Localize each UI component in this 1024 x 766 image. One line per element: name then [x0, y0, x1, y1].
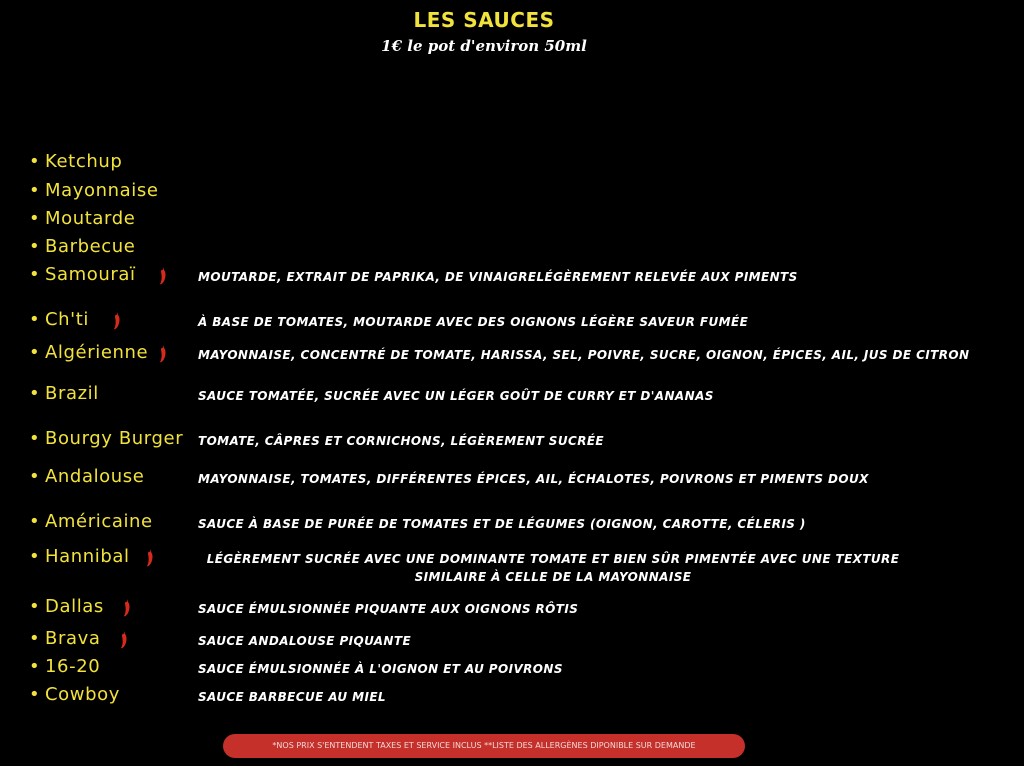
- sauce-item-ketchup: [0, 151, 1024, 181]
- price-subtitle: 1€ le pot d'environ 50ml: [381, 37, 587, 55]
- sauce-description: SAUCE ANDALOUSE PIQUANTE: [198, 634, 412, 648]
- sauce-name: Brava: [45, 628, 101, 649]
- chili-pepper-icon: [145, 548, 155, 568]
- sauce-name: 16-20: [45, 656, 101, 677]
- bullet: •: [29, 151, 40, 172]
- sauce-name: Moutarde: [45, 208, 136, 229]
- bullet: •: [29, 596, 40, 617]
- sauce-name: Ch'ti: [45, 309, 89, 330]
- sauce-name: Brazil: [45, 383, 99, 404]
- sauce-item-americaine: [0, 511, 1024, 541]
- sauce-name: Dallas: [45, 596, 104, 617]
- sauce-item-moutarde: [0, 208, 1024, 238]
- sauce-item-samourai: [0, 264, 1024, 294]
- sauce-description: TOMATE, CÂPRES ET CORNICHONS, LÉGÈREMENT SUCRÉE: [198, 434, 605, 448]
- bullet: •: [29, 428, 40, 449]
- sauce-item-andalouse: [0, 466, 1024, 496]
- sauce-description: SAUCE TOMATÉE, SUCRÉE AVEC UN LÉGER GOÛT DE CURRY ET D'ANANAS: [198, 389, 714, 403]
- bullet: •: [29, 208, 40, 229]
- chili-pepper-icon: [122, 598, 132, 618]
- sauce-description: SAUCE ÉMULSIONNÉE À L'OIGNON ET AU POIVRONS: [198, 662, 563, 676]
- bullet: •: [29, 628, 40, 649]
- sauce-description: À BASE DE TOMATES, MOUTARDE AVEC DES OIGNONS LÉGÈRE SAVEUR FUMÉE: [198, 315, 749, 329]
- sauce-item-barbecue: [0, 236, 1024, 266]
- sauce-item-16-20: [0, 656, 1024, 686]
- sauce-name: Samouraï: [45, 264, 136, 285]
- sauce-name: Andalouse: [45, 466, 145, 487]
- footer-note: *NOS PRIX S'ENTENDENT TAXES ET SERVICE INCLUS **LISTE DES ALLERGÈNES DIPONIBLE SUR DEMANDE: [223, 734, 745, 758]
- sauce-item-dallas: [0, 596, 1024, 626]
- sauce-description: LÉGÈREMENT SUCRÉE AVEC UNE DOMINANTE TOMATE ET BIEN SÛR PIMENTÉE AVEC UNE TEXTURE SIMILAIRE À CELLE DE LA MAYONNAISE: [206, 552, 900, 584]
- sauce-name: Mayonnaise: [45, 180, 159, 201]
- bullet: •: [29, 466, 40, 487]
- sauce-item-bourgy-burger: [0, 428, 1024, 458]
- sauce-name: Hannibal: [45, 546, 130, 567]
- sauce-item-algerienne: [0, 342, 1024, 372]
- bullet: •: [29, 236, 40, 257]
- sauce-item-chti: [0, 309, 1024, 339]
- bullet: •: [29, 383, 40, 404]
- sauce-description: SAUCE ÉMULSIONNÉE PIQUANTE AUX OIGNONS RÔTIS: [198, 602, 579, 616]
- sauce-item-cowboy: [0, 684, 1024, 714]
- sauce-name: Barbecue: [45, 236, 136, 257]
- bullet: •: [29, 511, 40, 532]
- bullet: •: [29, 684, 40, 705]
- sauce-item-brava: [0, 628, 1024, 658]
- sauce-item-hannibal: [0, 546, 1024, 590]
- sauce-description: MOUTARDE, EXTRAIT DE PAPRIKA, DE VINAIGRELÉGÈREMENT RELEVÉE AUX PIMENTS: [198, 270, 798, 284]
- chili-pepper-icon: [119, 630, 129, 650]
- sauce-item-mayonnaise: [0, 180, 1024, 210]
- bullet: •: [29, 546, 40, 567]
- page-title: LES SAUCES: [413, 8, 555, 32]
- bullet: •: [29, 342, 40, 363]
- bullet: •: [29, 309, 40, 330]
- chili-pepper-icon: [158, 266, 168, 286]
- bullet: •: [29, 656, 40, 677]
- sauce-description: SAUCE À BASE DE PURÉE DE TOMATES ET DE LÉGUMES (OIGNON, CAROTTE, CÉLERIS ): [198, 517, 806, 531]
- sauce-name: Algérienne: [45, 342, 149, 363]
- sauce-name: Cowboy: [45, 684, 120, 705]
- sauce-name: Américaine: [45, 511, 153, 532]
- sauce-name: Ketchup: [45, 151, 123, 172]
- bullet: •: [29, 264, 40, 285]
- sauce-description: MAYONNAISE, CONCENTRÉ DE TOMATE, HARISSA, SEL, POIVRE, SUCRE, OIGNON, ÉPICES, AIL, JUS DE CITRON: [198, 348, 970, 362]
- sauce-item-brazil: [0, 383, 1024, 413]
- chili-pepper-icon: [158, 344, 168, 364]
- bullet: •: [29, 180, 40, 201]
- sauce-description: MAYONNAISE, TOMATES, DIFFÉRENTES ÉPICES, AIL, ÉCHALOTES, POIVRONS ET PIMENTS DOUX: [198, 472, 869, 486]
- sauce-description: SAUCE BARBECUE AU MIEL: [198, 690, 386, 704]
- sauce-name: Bourgy Burger: [45, 428, 184, 449]
- chili-pepper-icon: [112, 311, 122, 331]
